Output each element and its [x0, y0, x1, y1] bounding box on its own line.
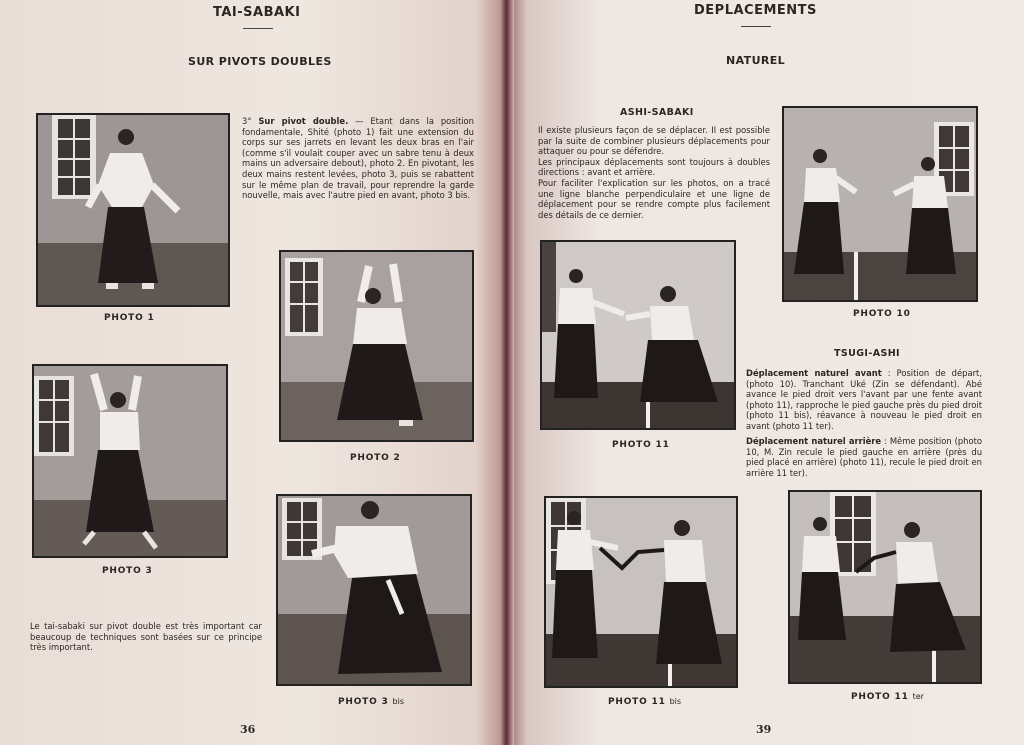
right-section-title: NATUREL	[726, 54, 786, 67]
conclusion-paragraph: Le tai-sabaki sur pivot double est très important car beaucoup de techniques sont basées sur ce principe très important.	[30, 621, 262, 653]
step-text: — Etant dans la position fondamentale, Shité (photo 1) fait une extension du corps sur ses jarrets en levant les deux bras en l'air (comme s'il voulait couper avec un sabre tenu à deux mains un adversaire debout), photo 2. En pivotant, les deux mains restent levées, photo 3, puis se rabattent sur le même plan de travail, pour reprendre la garde nouvelle, mais avec l'autre pied en avant, photo 3 bis.	[242, 116, 474, 201]
caption-photo-11: PHOTO 11	[612, 440, 670, 450]
arriere-text: : Même position (photo 10, M. Zin recule le pied gauche en arrière (près du pied placé en arrière) (photo 11), recule le pied droit en arrière 11 ter).	[746, 436, 982, 478]
arriere-paragraph	[746, 436, 982, 478]
photo-11-image	[542, 242, 734, 428]
avant-text: : Position de départ, (photo 10). Tranchant Uké (Zin se défendant). Abé avance le pied droit vers l'avant par une fente avant (photo 11), rapproche le pied gauche près du pied droit (photo 11 bis), réavance à nouveau le pied droit en avant (photo 11 ter).	[746, 368, 982, 431]
photo-3-image	[34, 366, 226, 556]
right-page-number: 39	[756, 723, 772, 736]
photo-3-bis	[276, 494, 472, 686]
caption-photo-11-ter-label: PHOTO 11	[851, 692, 909, 702]
caption-photo-11-bis-suffix: bis	[669, 697, 682, 706]
photo-11-ter-image	[790, 492, 980, 682]
photo-1	[36, 113, 230, 307]
photo-11-bis-image	[546, 498, 736, 686]
photo-3	[32, 364, 228, 558]
caption-photo-3: PHOTO 3	[102, 566, 153, 576]
avant-paragraph	[746, 368, 982, 432]
caption-photo-3-bis	[338, 697, 404, 707]
photo-3-bis-image	[278, 496, 470, 684]
caption-photo-11-ter	[851, 692, 924, 702]
photo-11-ter	[788, 490, 982, 684]
book-gutter	[500, 0, 514, 745]
right-page	[506, 0, 1024, 745]
caption-photo-11-ter-suffix: ter	[912, 692, 924, 701]
photo-2-image	[281, 252, 472, 440]
right-page-header: DEPLACEMENTS	[694, 3, 817, 18]
photo-11-bis	[544, 496, 738, 688]
left-section-title: SUR PIVOTS DOUBLES	[188, 55, 332, 68]
caption-photo-3-bis-suffix: bis	[392, 697, 404, 706]
caption-photo-1: PHOTO 1	[104, 313, 155, 323]
photo-10-image	[784, 108, 976, 300]
photo-1-image	[38, 115, 228, 305]
left-page	[0, 0, 506, 745]
step-title: Sur pivot double.	[258, 116, 349, 126]
photo-10	[782, 106, 978, 302]
header-rule	[243, 28, 273, 29]
caption-photo-11-bis	[608, 697, 681, 707]
photo-11	[540, 240, 736, 430]
left-page-header: TAI-SABAKI	[213, 5, 301, 20]
left-page-number: 36	[240, 723, 256, 736]
avant-title: Déplacement naturel avant	[746, 368, 882, 378]
caption-photo-10: PHOTO 10	[853, 309, 911, 319]
photo-2	[279, 250, 474, 442]
header-rule	[741, 26, 771, 27]
step-number: 3°	[242, 116, 259, 126]
arriere-title: Déplacement naturel arrière	[746, 436, 882, 446]
caption-photo-2: PHOTO 2	[350, 453, 401, 463]
caption-photo-3-bis-label: PHOTO 3	[338, 697, 389, 707]
pivot-paragraph	[242, 116, 474, 201]
caption-photo-11-bis-label: PHOTO 11	[608, 697, 666, 707]
tsugi-ashi-title: TSUGI-ASHI	[834, 348, 900, 359]
ashi-sabaki-title: ASHI-SABAKI	[620, 107, 694, 118]
ashi-sabaki-paragraph: Il existe plusieurs façon de se déplacer. Il est possible par la suite de combiner plusieurs déplacements pour attaquer ou pour se défendre. Les principaux déplacements sont toujours à doubles directions : avant et arrière. Pour faciliter l'explication sur les photos, on a tracé une ligne blanche perpendiculaire et une ligne de déplacement pour se rendre compte plus facilement des détails de ce dernier.	[538, 125, 770, 220]
